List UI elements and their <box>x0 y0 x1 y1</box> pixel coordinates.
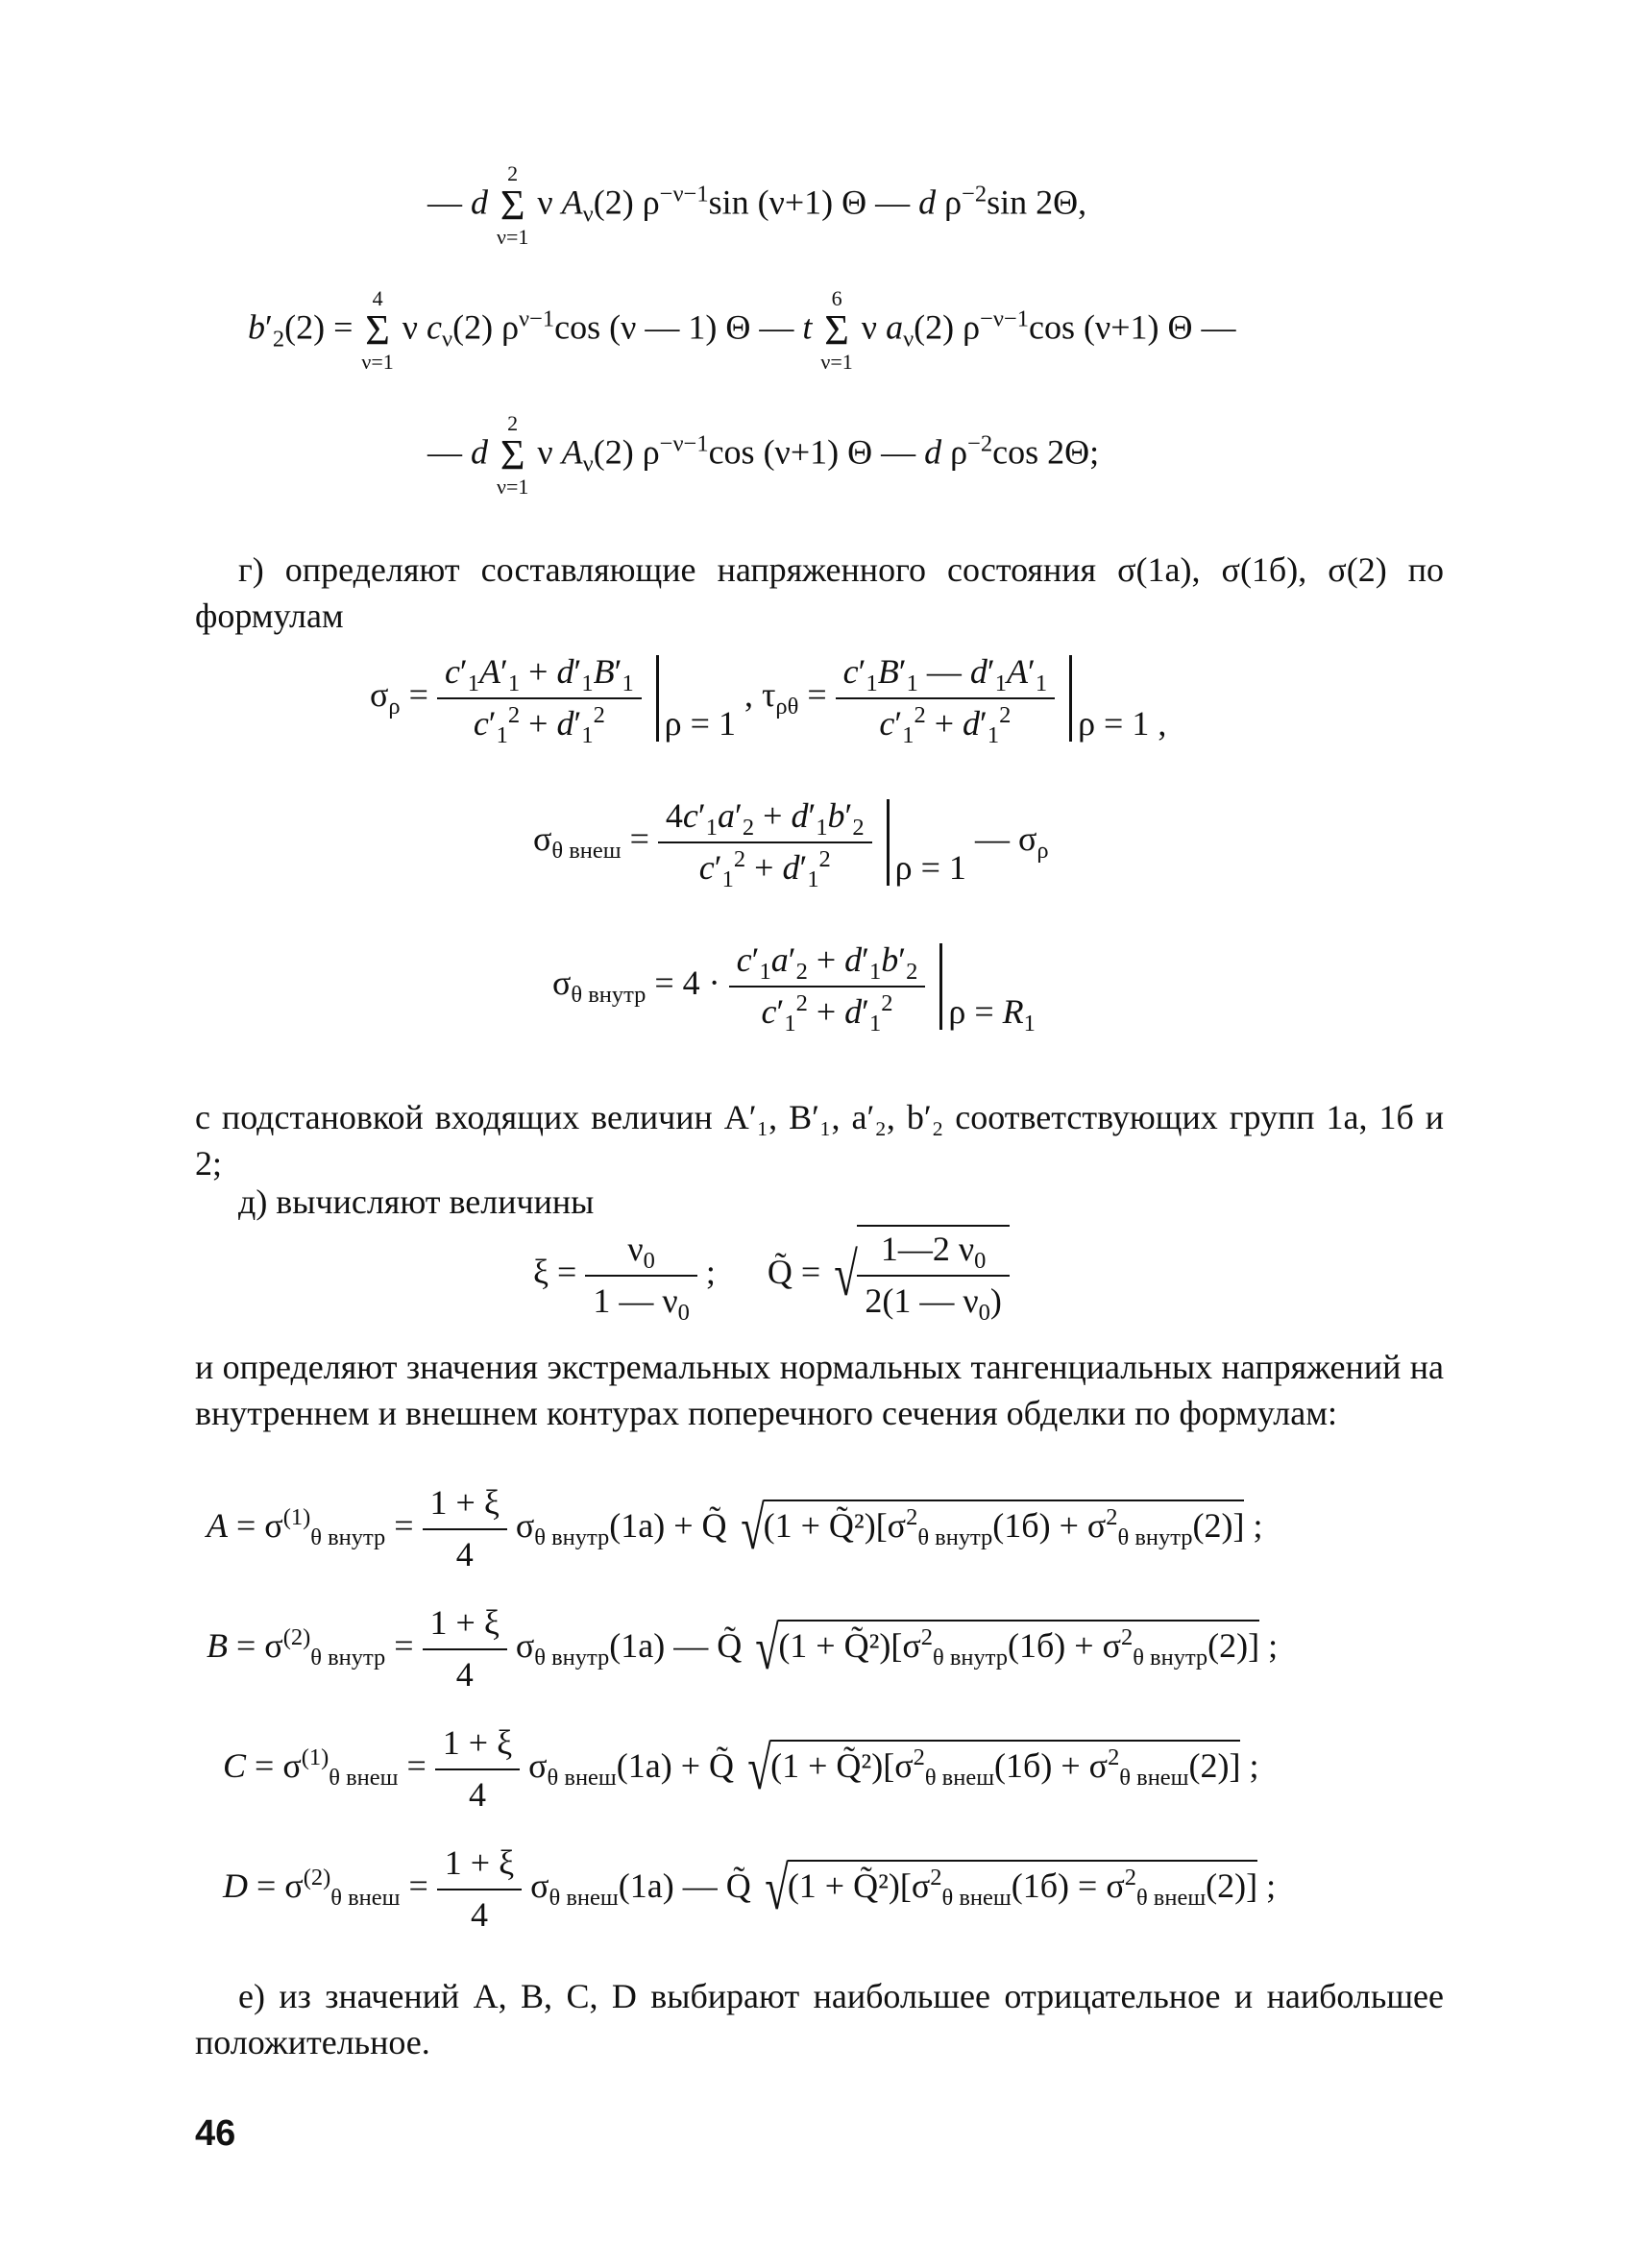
formula-sigma-vnutr: $\sigma_{\theta внутр} = 4$ · $\frac{c'_1a'_2 + d'_1b'_2}{c'_1^2 + d'_1^2}$ $\rho = R_1$ <box>552 940 1036 1037</box>
formula-sigma-rho: $\sigma_\rho$ = $\frac{c'_1A'_1 + d'_1B'_1}{c'_1^2 + d'_1^2}$ ρ = 1 , $\tau_{\rho\theta}$ = $\frac{c'_1B'_1 — d'_1A'_1}{c'_1^2 + d'_1^2}$ ρ = 1 , <box>370 652 1167 748</box>
page-number: 46 <box>195 2113 236 2154</box>
paragraph-extremal: и определяют значения экстремальных нормальных тангенциальных напряжений на внутреннем и внешнем контурах поперечного сечения обделки по формулам: <box>195 1348 1444 1432</box>
formula-sigma-vnesh: $\sigma_{\theta внеш}$ = $\frac{4c'_1a'_2 + d'_1b'_2}{c'_1^2 + d'_1^2}$ ρ = 1 — $\sigma_\rho$ <box>533 796 1049 892</box>
formula-D: $D = \sigma^{(2)}_{\theta внеш}$ = $\frac{1 + \xi}{4}$ $\sigma_{\theta внеш}(1а)$ — Q̃ $√(1 + Q̃^2)[\sigma^2_{\theta внеш}(1б) = \sigma^2_{\theta внеш}(2)]$ ; <box>223 1843 1277 1934</box>
paragraph-e: е) из значений A, B, C, D выбирают наибольшее отрицательное и наибольшее положительное. <box>195 1977 1444 2061</box>
formula-C: $C = \sigma^{(1)}_{\theta внеш}$ = $\frac{1 + \xi}{4}$ $\sigma_{\theta внеш}(1а)$ + Q̃ $√(1 + Q̃^2)[\sigma^2_{\theta внеш}(1б) + \sigma^2_{\theta внеш}(2)]$ ; <box>223 1723 1259 1814</box>
paragraph-g: г) определяют составляющие напряженного состояния σ(1а), σ(1б), σ(2) по формулам <box>195 550 1444 635</box>
paragraph-substitution: с подстановкой входящих величин A′₁, B′₁, a′₂, b′₂ соответствующих групп 1а, 1б и 2; <box>195 1098 1444 1183</box>
equation-line-3: — d 2 Σ ν=1 ν $A_\nu(2)$ $\rho^{-\nu-1}\cos$ (ν+1) Θ — d $\rho^{-2}\cos$ 2Θ; <box>427 411 1100 499</box>
formula-xi-q: ξ = $\frac{\nu_0}{1 — \nu_0}$ ; Q̃ = √ $\frac{1—2 \nu_0}{2(1 — \nu_0)}$ <box>533 1225 1010 1320</box>
equation-line-2: $b'_2(2)$ = 4 Σ ν=1 ν $c_\nu(2)$ $\rho^{\nu-1}\cos$ (ν — 1) Θ — t 6 Σ ν=1 ν $a_\nu(2)$ $\rho^{-\nu-1}\cos$ (ν+1) Θ — <box>248 286 1236 374</box>
equation-line-1: — d 2 Σ ν=1 ν $A_\nu(2)$ $\rho^{-\nu-1}\sin$ (ν+1) Θ — d $\rho^{-2}\sin$ 2Θ, <box>427 161 1087 249</box>
formula-B: $B = \sigma^{(2)}_{\theta внутр}$ = $\frac{1 + \xi}{4}$ $\sigma_{\theta внутр}(1а)$ — Q̃ $√(1 + Q̃^2)[\sigma^2_{\theta внутр}(1б) + \sigma^2_{\theta внутр}(2)]$ ; <box>207 1603 1279 1694</box>
formula-A: $A = \sigma^{(1)}_{\theta внутр}$ = $\frac{1 + \xi}{4}$ $\sigma_{\theta внутр}(1а)$ + Q̃ $√(1 + Q̃^2)[\sigma^2_{\theta внутр}(1б) + \sigma^2_{\theta внутр}(2)]$ ; <box>207 1483 1263 1573</box>
paragraph-d: д) вычисляют величины <box>238 1183 595 1221</box>
